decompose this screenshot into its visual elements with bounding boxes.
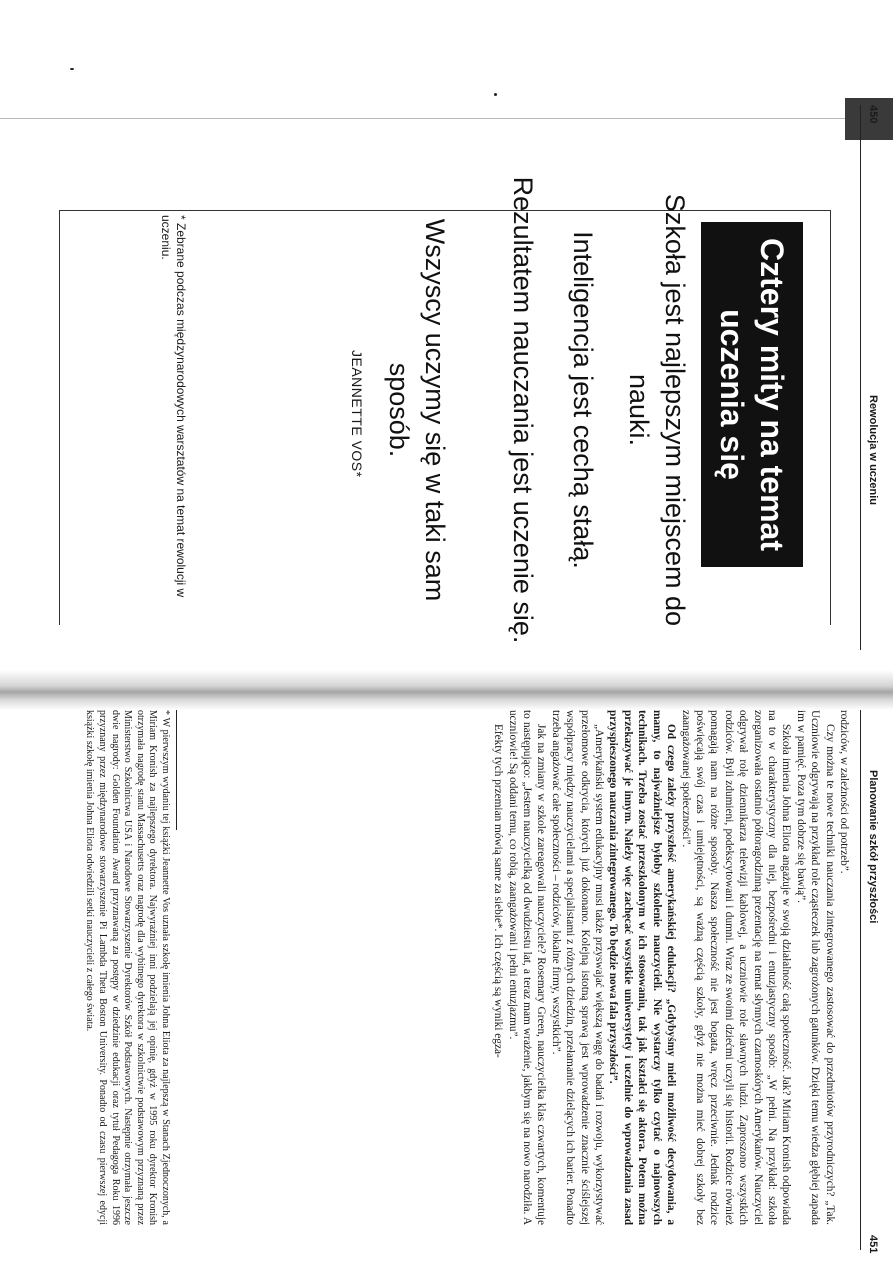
paragraph: „Amerykański system edukacyjny musi także przyswajać większą wagę do badań i rozwoju, wykorzystywać przełomowe odkrycia, których już dokonano. Kolejną istotną sprawą jest wprowadzenie znacznie ściślejszej współpracy między nauczycielami a specjalistami z różnych dziedzin, przełamanie dzielących ich barier. Ponadto trzeba angażować całe społeczności – rodziców, lokalne firmy, wszystkich”. bbox=[549, 710, 606, 1225]
paragraph: Jak na zmiany w szkole zareagowali nauczyciele? Rosemary Green, nauczycielka klas czwartych, komentuje to następująco: „Jestem nauczycielką od dwudziestu lat, a teraz mam wrażenie, jakbym się na nowo narodziła. A uczniowie! Są oddani temu, co robią, zaangażowani i pełni entuzjazmu”. bbox=[506, 710, 548, 1225]
chapter-title: Cztery mity na temat uczenia się bbox=[714, 238, 790, 551]
running-head-right: Planowanie szkół przyszłości bbox=[867, 770, 879, 924]
paragraph: Szkoła imienia Johna Eliota angażuje w swoją działalność całą społeczność. Jak? Miriam Kronish odpowiada na to w charakterystyczny dla niej, bezpośredni i entuzjastyczny sposób: „W pełni. Na przykład: szkoła zorganizowała ostatnio półtoragodzinną prezentację na temat słynnych czarnoskórych Amerykanów. Nauczyciel odgrywał rolę dziennikarza telewizji kablowej, a uczniowie role sławnych ludzi. Zaproszono wszystkich rodziców. Byli zdumieni, podekscytowani i dumni. Wraz ze swoimi dziećmi uczyli się historii. Rodzice również pomagają nam na różne sposoby. Nasza społeczność nie jest bogata, wręcz przeciwnie. Jednak rodzice poświęcają swój czas i umiejętności, są ważną częścią szkoły, gdyż nie można mieć dobrej szkoły bez zaangażowanej społeczności”. bbox=[679, 710, 793, 1225]
author-name: JEANNETTE VOS* bbox=[349, 350, 365, 478]
header-rule-left bbox=[860, 105, 861, 650]
myth-1: Szkoła jest najlepszym miejscem do nauki. bbox=[624, 193, 690, 627]
page-number-right: 451 bbox=[867, 1235, 879, 1254]
paragraph: Efekty tych przemian mówią same za siebie*. Ich częścią są wyniki egza- bbox=[492, 724, 505, 1058]
paragraph-bold: Od czego zależy przyszłość amerykańskiej edukacji? „Gdybyśmy mieli możliwość decydowania, a mamy, to najważniejsze byłoby szkolenie nauczycieli. Nie wystarczy tylko czytać o najnowszych technikach. Trzeba zostać przeszkolonym w ich stosowaniu, tak jak kształci się aktora. Potem można przekazywać je innym. Należy więc zachęcać wszystkie uniwersytety i uczelnie do wprowadzania zasad przyspieszonego nauczania zintegrowanego. To będzie nowa fala przyszłości”. bbox=[607, 710, 678, 1225]
myth-4: Wszyscy uczymy się w taki sam sposób. bbox=[384, 218, 450, 602]
paragraph: Czy można te nowe techniki nauczania zintegrowanego zastosować do przedmiotów przyrodniczych? „Tak. Uczniowie odgrywają na przykład role cząsteczek lub zagrożonych gatunków. Dzięki temu wiedza głębiej zapada im w pamięć. Poza tym dobrze się bawią”. bbox=[794, 710, 836, 1225]
myth-3: Rezultatem nauczania jest uczenie się. bbox=[508, 176, 538, 644]
footnote-left: * Zebrane podczas międzynarodowych warsztatów na temat rewolucji w uczeniu. bbox=[159, 215, 188, 598]
page-number-left: 450 bbox=[867, 105, 879, 124]
chapter-title-box bbox=[701, 222, 803, 567]
paragraph: rodziców, w zależności od potrzeb”. bbox=[838, 710, 850, 874]
myth-2: Inteligencja jest cechą stałą. bbox=[568, 231, 598, 569]
running-head-left: Rewolucja w uczeniu bbox=[867, 395, 879, 506]
right-page bbox=[0, 680, 893, 1263]
footnote-rule bbox=[176, 710, 177, 830]
body-text bbox=[491, 710, 851, 1225]
footnote-right: * W pierwszym wydaniu tej książki Jeannette Vos uznała szkołę imienia Johna Eliota za najlepszą w Stanach Zjednoczonych, a Miriam Kronish za najlepszego dyrektora. Najwyraźniej inni podzielają jej opinię, gdyż w 1995 roku dyrektor Kronish otrzymała nagrodę stanu Massachusetts oraz nagrodę dla wybitnego dyrektora w szkolnictwie podstawowym przyznaną przez Ministerstwo Szkolnictwa USA i Narodowe Stowarzyszenie Dyrektorów Szkół Podstawowych. Następnie otrzymała jeszcze dwie nagrody: Golden Foundation Award przyznawaną za postępy w dziedzinie edukacji oraz tytuł Pedagoga Roku 1996 przyznany przez międzynarodowe stowarzyszenie Pi Lambda Theta Boston University. Ponadto od czasu pierwszej edycji książki szkołę imienia Johna Eliota odwiedzili setki nauczycieli z całego świata. bbox=[84, 710, 171, 1225]
header-rule-right bbox=[860, 710, 861, 1250]
